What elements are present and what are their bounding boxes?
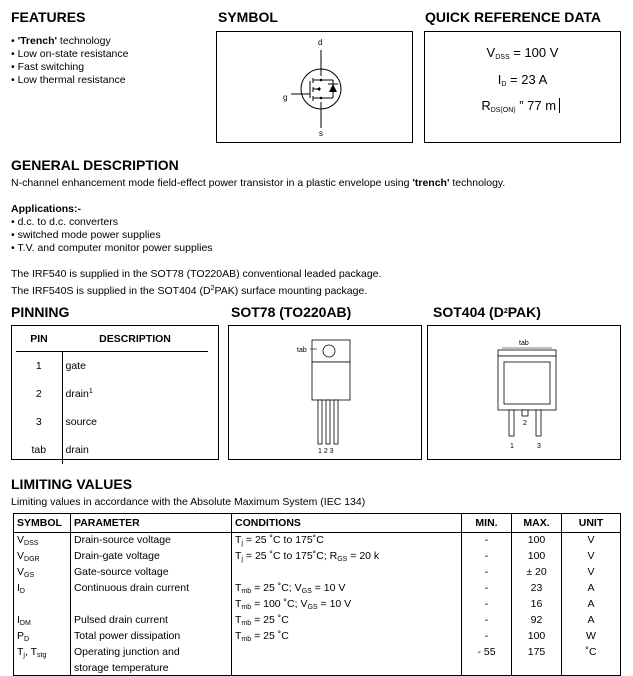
col-max: MAX. bbox=[512, 514, 562, 533]
conditions-cell bbox=[232, 646, 462, 662]
conditions-cell bbox=[232, 566, 462, 582]
max-cell: 100 bbox=[512, 550, 562, 566]
pin-header: PIN bbox=[16, 327, 62, 352]
qrd-vdss: $V_{DSS} = 100$ V bbox=[486, 45, 559, 61]
parameter-cell: Continuous drain current bbox=[71, 582, 232, 598]
table-row: 2 drain$^1$ bbox=[16, 380, 208, 408]
max-cell: 92 bbox=[512, 614, 562, 630]
parameter-cell: Gate-source voltage bbox=[71, 566, 232, 582]
max-cell: ± 20 bbox=[512, 566, 562, 582]
sot78-title: SOT78 (TO220AB) bbox=[231, 304, 352, 320]
conditions-cell bbox=[232, 662, 462, 676]
table-row bbox=[14, 662, 621, 676]
min-cell: - 55 bbox=[462, 646, 512, 662]
unit-cell: ˚C bbox=[562, 646, 621, 662]
col-unit: UNIT bbox=[562, 514, 621, 533]
unit-cell: V bbox=[562, 533, 621, 551]
min-cell: - bbox=[462, 550, 512, 566]
symbol-cell: $I_D$ bbox=[14, 582, 71, 598]
features-item: • Low thermal resistance bbox=[11, 74, 126, 86]
description-header: DESCRIPTION bbox=[62, 327, 208, 352]
table-row bbox=[14, 646, 621, 662]
symbol-cell: $V_{GS}$ bbox=[14, 566, 71, 582]
sot78-tab-label: tab bbox=[297, 347, 307, 354]
col-min: MIN. bbox=[462, 514, 512, 533]
conditions-cell: $T_j = 25$ ˚C to 175˚C bbox=[232, 533, 462, 551]
parameter-cell: Drain-source voltage bbox=[71, 533, 232, 551]
symbol-d-label: d bbox=[318, 38, 323, 47]
table-row: 1 gate bbox=[16, 352, 208, 381]
symbol-cell: $T_j$, $T_{stg}$ bbox=[14, 646, 71, 662]
package-line-2: The IRF540S is supplied in the SOT404 $(D^2PAK)$ surface mounting package. bbox=[11, 285, 368, 297]
general-title: GENERAL DESCRIPTION bbox=[11, 157, 179, 173]
sot404-title: SOT404 $(D^2PAK)$ bbox=[433, 304, 541, 320]
min-cell bbox=[462, 662, 512, 676]
min-cell: - bbox=[462, 533, 512, 551]
applications-title: Applications:- bbox=[11, 203, 81, 215]
table-row bbox=[14, 598, 621, 614]
min-cell: - bbox=[462, 614, 512, 630]
min-cell: - bbox=[462, 598, 512, 614]
conditions-cell: $T_{mb} = 25$ ˚C bbox=[232, 614, 462, 630]
general-line: N-channel enhancement mode field-effect power transistor in a plastic envelope using 'trench' technology. bbox=[11, 177, 506, 189]
table-row bbox=[14, 582, 621, 598]
features-item: • Low on-state resistance bbox=[11, 48, 129, 60]
symbol-cell bbox=[14, 662, 71, 676]
limiting-subtitle: Limiting values in accordance with the Absolute Maximum System (IEC 134) bbox=[11, 496, 366, 508]
symbol-box bbox=[216, 31, 413, 143]
sot78-pin-labels: 1 2 3 bbox=[318, 448, 334, 455]
symbol-cell: $V_{DGR}$ bbox=[14, 550, 71, 566]
table-row bbox=[14, 630, 621, 646]
to220-package-icon bbox=[229, 326, 421, 459]
parameter-cell bbox=[71, 598, 232, 614]
application-item: • switched mode power supplies bbox=[11, 229, 161, 241]
max-cell: 175 bbox=[512, 646, 562, 662]
table-row: tab drain bbox=[16, 436, 208, 464]
pinning-title: PINNING bbox=[11, 304, 70, 320]
min-cell: - bbox=[462, 582, 512, 598]
pinning-table bbox=[16, 327, 208, 464]
table-row bbox=[14, 614, 621, 630]
sot78-box bbox=[228, 325, 422, 460]
features-item: • 'Trench' technology bbox=[11, 35, 111, 47]
table-row bbox=[14, 566, 621, 582]
parameter-cell: Operating junction and bbox=[71, 646, 232, 662]
unit-cell: A bbox=[562, 598, 621, 614]
max-cell: 16 bbox=[512, 598, 562, 614]
min-cell: - bbox=[462, 566, 512, 582]
min-cell: - bbox=[462, 630, 512, 646]
conditions-cell: $T_j = 25$ ˚C to 175˚C; $R_{GS} = 20$ k bbox=[232, 550, 462, 566]
symbol-g-label: g bbox=[283, 93, 288, 102]
applications-list bbox=[11, 216, 213, 255]
mosfet-symbol-icon bbox=[217, 32, 412, 142]
sot404-box bbox=[427, 325, 621, 460]
conditions-cell: $T_{mb} = 25$ ˚C; $V_{GS} = 10$ V bbox=[232, 582, 462, 598]
limiting-values-table bbox=[13, 513, 621, 676]
conditions-cell: $T_{mb} = 25$ ˚C bbox=[232, 630, 462, 646]
qrd-box bbox=[424, 31, 621, 143]
unit-cell: A bbox=[562, 582, 621, 598]
symbol-cell: $V_{DSS}$ bbox=[14, 533, 71, 551]
qrd-rds: $R_{DS(ON)}$ ” 77 m bbox=[425, 98, 620, 114]
features-title: FEATURES bbox=[11, 9, 86, 25]
col-symbol: SYMBOL bbox=[14, 514, 71, 533]
unit-cell: V bbox=[562, 550, 621, 566]
max-cell: 100 bbox=[512, 533, 562, 551]
symbol-cell bbox=[14, 598, 71, 614]
application-item: • T.V. and computer monitor power supplies bbox=[11, 242, 213, 254]
package-line-1: The IRF540 is supplied in the SOT78 (TO220AB) conventional leaded package. bbox=[11, 268, 382, 280]
symbol-s-label: s bbox=[319, 129, 323, 138]
qrd-id: $I_D = 23$ A bbox=[497, 72, 548, 88]
max-cell: 23 bbox=[512, 582, 562, 598]
limiting-title: LIMITING VALUES bbox=[11, 476, 133, 492]
symbol-cell: $I_{DM}$ bbox=[14, 614, 71, 630]
parameter-cell: Total power dissipation bbox=[71, 630, 232, 646]
application-item: • d.c. to d.c. converters bbox=[11, 216, 118, 228]
sot404-tab-label: tab bbox=[519, 340, 529, 347]
sot404-pin2-label: 2 bbox=[523, 420, 527, 427]
col-parameter: PARAMETER bbox=[71, 514, 232, 533]
conditions-cell: $T_{mb} = 100$ ˚C; $V_{GS} = 10$ V bbox=[232, 598, 462, 614]
symbol-title: SYMBOL bbox=[218, 9, 278, 25]
parameter-cell: storage temperature bbox=[71, 662, 232, 676]
table-row bbox=[14, 533, 621, 551]
col-conditions: CONDITIONS bbox=[232, 514, 462, 533]
unit-cell: W bbox=[562, 630, 621, 646]
max-cell: 100 bbox=[512, 630, 562, 646]
table-row bbox=[14, 550, 621, 566]
features-item: • Fast switching bbox=[11, 61, 85, 73]
unit-cell: A bbox=[562, 614, 621, 630]
features-list bbox=[11, 35, 129, 87]
unit-cell: V bbox=[562, 566, 621, 582]
qrd-title: QUICK REFERENCE DATA bbox=[425, 9, 602, 25]
table-row: 3 source bbox=[16, 408, 208, 436]
sot404-pin1-label: 1 bbox=[510, 443, 514, 450]
sot404-pin3-label: 3 bbox=[537, 443, 541, 450]
unit-cell bbox=[562, 662, 621, 676]
parameter-cell: Pulsed drain current bbox=[71, 614, 232, 630]
max-cell bbox=[512, 662, 562, 676]
parameter-cell: Drain-gate voltage bbox=[71, 550, 232, 566]
symbol-cell: $P_D$ bbox=[14, 630, 71, 646]
d2pak-package-icon bbox=[428, 326, 620, 459]
